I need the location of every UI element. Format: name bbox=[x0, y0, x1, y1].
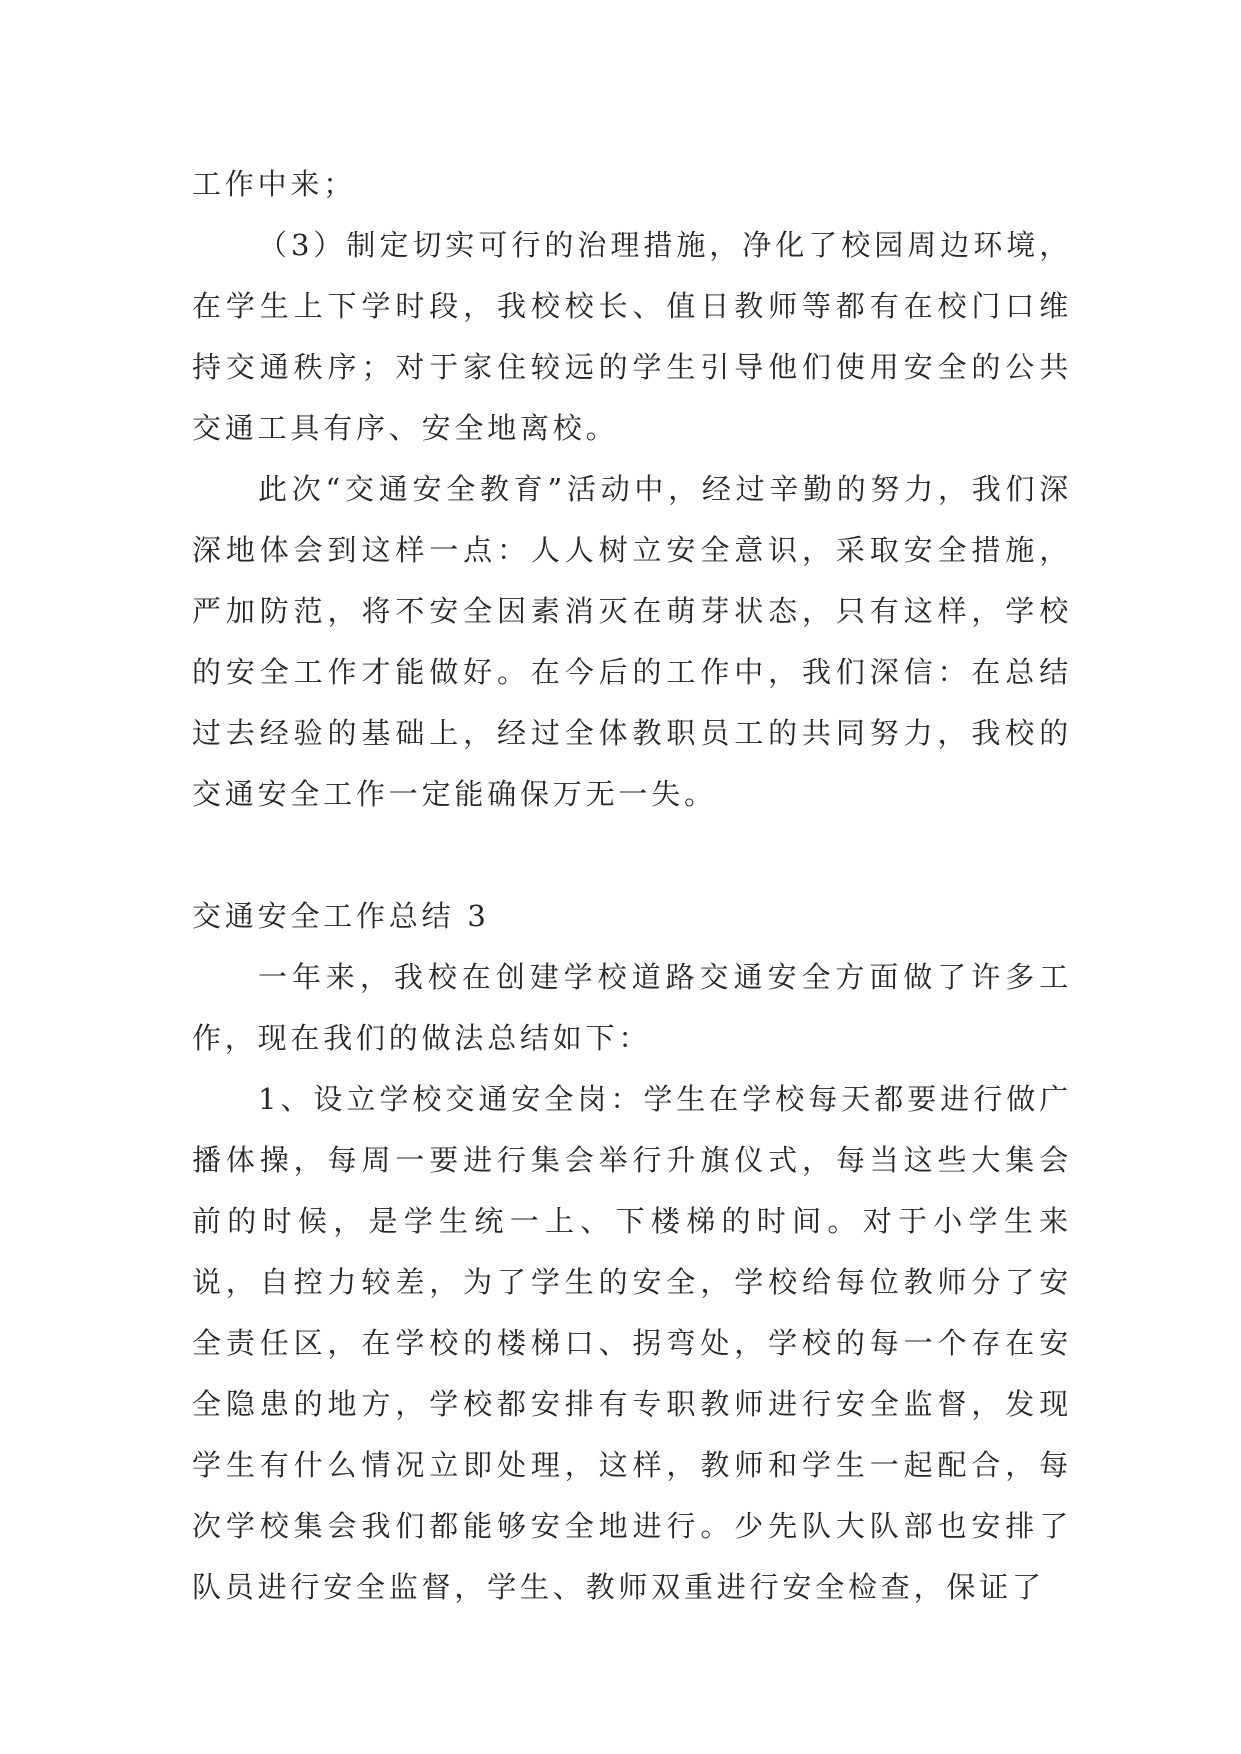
paragraph-measure-3: （3）制定切实可行的治理措施，净化了校园周边环境，在学生上下学时段，我校校长、值日教师等都有在校门口维持交通秩序；对于家住较远的学生引导他们使用安全的公共交通工具有序、安全地离校。 bbox=[192, 228, 1072, 445]
paragraph-intro: 一年来，我校在创建学校道路交通安全方面做了许多工作，现在我们的做法总结如下： bbox=[192, 960, 1072, 1055]
document-body bbox=[192, 154, 1072, 1618]
section-heading: 交通安全工作总结 3 bbox=[192, 899, 490, 933]
paragraph-item-1: 1、设立学校交通安全岗：学生在学校每天都要进行做广播体操，每周一要进行集会举行升旗仪式，每当这些大集会前的时候，是学生统一上、下楼梯的时间。对于小学生来说，自控力较差，为了学生的安全，学校给每位教师分了安全责任区，在学校的楼梯口、拐弯处，学校的每一个存在安全隐患的地方，学校都安排有专职教师进行安全监督，发现学生有什么情况立即处理，这样，教师和学生一起配合，每次学校集会我们都能够安全地进行。少先队大队部也安排了队员进行安全监督，学生、教师双重进行安全检查，保证了 bbox=[192, 1082, 1072, 1604]
paragraph-conclusion: 此次“交通安全教育”活动中，经过辛勤的努力，我们深深地体会到这样一点：人人树立安全意识，采取安全措施，严加防范，将不安全因素消灭在萌芽状态，只有这样，学校的安全工作才能做好。在今后的工作中，我们深信：在总结过去经验的基础上，经过全体教职员工的共同努力，我校的交通安全工作一定能确保万无一失。 bbox=[192, 472, 1072, 811]
paragraph-continuation: 工作中来； bbox=[192, 167, 357, 201]
